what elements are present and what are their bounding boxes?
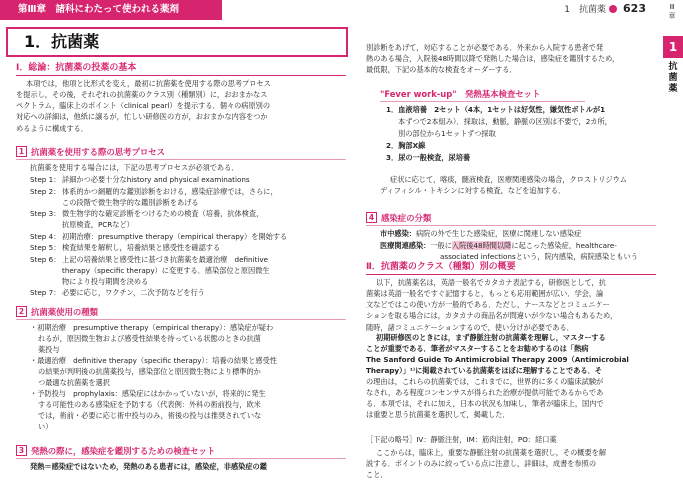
subsection-3-heading <box>16 445 215 458</box>
subsection-3-text <box>30 461 267 472</box>
step-text: 上記の培養結果と感受性に基づき抗菌薬を最適治療 definitive <box>62 254 269 264</box>
section-2-bold-line: 初期研修医のときには，まず静脈注射の抗菌薬を理解し，マスターする <box>376 333 606 342</box>
fever-item-line: 3．尿の一般検査，尿培養 <box>386 153 471 162</box>
subsection-3-text-body: 発熱＝感染症ではないため，発熱のある患者には，感染症，非感染症の鑑 <box>30 462 267 471</box>
step-label: Step 1： <box>30 175 61 184</box>
section-2-tail-line: の理由は，これらの抗菌薬では，これまでに，世界的に多くの臨床試験が <box>366 377 604 386</box>
section-1-paragraph <box>16 78 351 134</box>
highlight-48h: 入院後48時間以降 <box>451 241 512 250</box>
section-2-line: 菌薬は英語一般名ですぐ記憶すると，もっとも応用範囲が広い．学会，論 <box>366 289 604 299</box>
subsection-1-rule <box>16 159 346 160</box>
running-header <box>526 2 646 17</box>
subsection-1-intro: 抗菌薬を使用する場合には，下記の思考プロセスが必須である． <box>30 163 239 172</box>
fever-workup-tail <box>380 174 660 196</box>
subsection-4-heading <box>366 212 431 225</box>
running-title: 1 抗菌薬 <box>564 5 607 15</box>
subsection-2-heading <box>16 306 98 319</box>
step-text: 初期治療：presumptive therapy（empirical therapy）を開始する <box>62 231 288 241</box>
step-text: この段階で微生物学的な鑑別診断をあげる <box>62 197 199 207</box>
step-label: Step 2： <box>30 186 61 196</box>
step-text: 物により投与期間を決める <box>62 276 149 286</box>
class-item-healthcare-line2: associated infectionsという，院内感染，病院感染ともいう <box>440 252 638 261</box>
right-top-line: 熱のある場合，入院後48時間以降で発熱した場合は，感染症を鑑別するため， <box>366 54 620 64</box>
last-paragraph-line: ここからは，臨床上，重要な静脈注射の抗菌薬を選択し，その概要を解 <box>376 448 607 457</box>
class-item-community <box>380 228 581 239</box>
section-2-line: 随時，諸コミュニケーションするので，使い分けが必要である． <box>366 322 574 332</box>
section-2-bold-line: The Sanford Guide To Antimicrobial Therapy 2009（Antimicrobial <box>366 355 629 365</box>
section-2-paragraph <box>366 277 656 333</box>
step-text: 体系的かつ網羅的な鑑別診断をおける，感染症診療では，さらに， <box>62 186 278 196</box>
step-label: Step 5： <box>30 243 61 252</box>
step-text: 詳細かつ必要十分なhistory and physical examinations <box>62 175 250 184</box>
side-section-label: 抗 菌 薬 <box>668 62 678 94</box>
step-label: Step 7： <box>30 288 61 297</box>
subsection-2-title: 抗菌薬使用の種類 <box>31 307 98 317</box>
type-line: する可能性のある感染症を予防する（代表例：外科の術前投与，欧米 <box>38 400 261 409</box>
fever-workup-rule <box>380 101 585 102</box>
subsection-3-title: 発熱の際に，感染症を鑑別するための検査セット <box>31 446 216 456</box>
section-1-line: ペクトラム，臨床上のポイント（clinical pearl）を提示する．個々の病原別の <box>16 101 271 111</box>
fever-workup-heading: "Fever work-up" 発熱基本検査セット <box>380 89 541 99</box>
type-line: ・予防投与 prophylaxis：感染症にはかかっていないが，将来的に発生 <box>30 389 266 398</box>
type-line: い） <box>38 422 53 431</box>
step-text: therapy（specific therapy）に変更する．感染部位と原因微生 <box>62 265 270 275</box>
right-top-line: 別診断をあげて，対応することが必要である．外来から入院する患者で発 <box>366 43 604 52</box>
section-2-tail <box>366 376 656 421</box>
class-label: 市中感染： <box>380 229 416 238</box>
type-line: では，術前・必要に応じ術中投与のみ，術後の投与は推奨されていな <box>38 411 262 420</box>
section-1-line: 本項では，他項と比形式を変え，最初に抗菌薬を使用する際の思考プロセス <box>26 79 271 88</box>
side-section-number: 1 <box>663 36 683 58</box>
bullet-dot-icon <box>609 5 617 13</box>
right-top-line: 最低限，下記の基本的な検査をオーダーする． <box>366 65 517 75</box>
subsection-2-rule <box>16 319 346 320</box>
step-label: Step 4： <box>30 231 61 241</box>
section-2-bold-line: Therapy）」¹⁾に掲載されている抗菌薬をほぼに理解することである．そ <box>366 366 602 376</box>
subsection-3-rule <box>16 458 346 459</box>
section-2-rule <box>366 274 656 275</box>
subsection-1-heading <box>16 146 165 159</box>
subsection-1-title: 抗菌薬を使用する際の思考プロセス <box>31 147 165 157</box>
last-paragraph <box>366 447 656 480</box>
section-2-heading: Ⅱ．抗菌薬のクラス（種類）別の概要 <box>366 262 516 272</box>
section-2-tail-line: る．本項では，それに加え，日本の状況も加味し，筆者が臨床上，国内で <box>366 399 604 409</box>
fever-item-line: 1．血液培養 2セット（4本，1セットは好気性，嫌気性ボトルが1 <box>386 105 606 114</box>
class-text: 一般に <box>430 241 452 250</box>
section-2-tail-line: なされ，ある程度コンセンサスが得られた治療が提供可能であるからであ <box>366 388 604 398</box>
last-paragraph-line: 説する．ポイントのみに絞っている点に注意し，詳細は，成書を参照の <box>366 459 597 469</box>
section-1-line: を提示し，その後，それぞれの抗菌薬のクラス別（種類別）に，おおまかなス <box>16 90 268 100</box>
step-text: 抗原検査，PCRなど） <box>62 220 134 229</box>
fever-tail-line: 症状に応じて，喀痰，髄液検査，医療関連感染の場合，クロストリジウム <box>390 175 627 184</box>
type-line: つ最適な抗菌薬を選択 <box>38 378 110 387</box>
step-label: Step 3： <box>30 209 61 218</box>
section-2-line: ションを取る場合には，カタカナの商品名が問違いが少ない場合もあるため， <box>366 311 618 321</box>
type-line: れるが，原因微生物および感受性結果を待っている状態のときの抗菌 <box>38 334 261 343</box>
fever-item-line: 本ずつで2本組み）．採取は，動脈，静脈の区別は不要で，2カ所， <box>398 117 612 126</box>
last-paragraph-line: こと． <box>366 470 388 480</box>
page-title: 1．抗菌薬 <box>6 27 348 57</box>
section-1-rule <box>16 75 346 76</box>
subsection-4-number: 4 <box>366 212 377 223</box>
section-2-line: 文などではこの使い方が一般的である．ただし，ナースなどとコミュニケー <box>366 300 610 310</box>
fever-tail-line: ディフィシル・トキシンに対する検査，などを追加する． <box>380 186 566 196</box>
step-text: 必要に応じ，ワクチン，二次予防などを行う <box>62 288 205 297</box>
side-chapter-roman: Ⅲ 章 <box>668 3 676 20</box>
class-text: 病院の外で生じた感染症，医療に関連しない感染症 <box>415 229 582 238</box>
type-line: ・最適治療 definitive therapy（specific therapy）：培養の結果と感受性 <box>30 356 277 365</box>
step-text: 検査結果を解釈し，培養結果と感受性を確認する <box>62 243 221 252</box>
class-text: に起こった感染症，healthcare- <box>511 241 617 250</box>
type-line: の結果が判明後の抗菌薬投与，感染部位と原因微生物により標準的か <box>38 367 261 376</box>
fever-item-line: 別の部位から1セットずつ採取 <box>398 129 496 138</box>
subsection-4-title: 感染症の分類 <box>381 213 432 223</box>
page-number: 623 <box>623 2 646 15</box>
class-item-healthcare <box>380 240 617 251</box>
type-line: ・初期治療 presumptive therapy（empirical therapy）：感染症が疑わ <box>30 323 274 332</box>
chapter-band: 第Ⅲ章 諸科にわたって使われる薬剤 <box>0 0 222 20</box>
step-text: 微生物学的な確定診断をつけるための検査（培養，抗体検査， <box>62 209 264 218</box>
type-line: 薬投与 <box>38 345 60 354</box>
step-label: Step 6： <box>30 254 61 264</box>
class-label: 医療関連感染： <box>380 241 431 250</box>
subsection-4-rule <box>366 225 656 226</box>
subsection-2-number: 2 <box>16 306 27 317</box>
fever-item-line: 2．胸部X線 <box>386 141 426 150</box>
subsection-3-number: 3 <box>16 445 27 456</box>
section-1-line: 対応への詳細は，他紙に譲るが，忙しい研修医の方が，おおまかな内容をつか <box>16 112 268 122</box>
subsection-1-number: 1 <box>16 146 27 157</box>
section-2-tail-line: は重要と思う抗菌薬を選択して，掲載した． <box>366 410 510 420</box>
abbreviation-line: ［下記の略号］IV：静脈注射，IM：筋肉注射，PO：経口薬 <box>366 435 557 444</box>
section-2-line: 以下，抗菌薬名は，英語一般名でカタカナ表記する，研修医として，抗 <box>376 278 606 287</box>
right-top-paragraph <box>366 42 656 75</box>
section-2-bold-line: ことが重要である．筆者がマスターすることをお勧めするのは「熱病 <box>366 344 589 354</box>
section-2-bold-paragraph <box>366 332 656 377</box>
section-1-line: めるように構成する． <box>16 123 88 133</box>
section-1-heading: Ⅰ．総論：抗菌薬の投薬の基本 <box>16 63 137 73</box>
